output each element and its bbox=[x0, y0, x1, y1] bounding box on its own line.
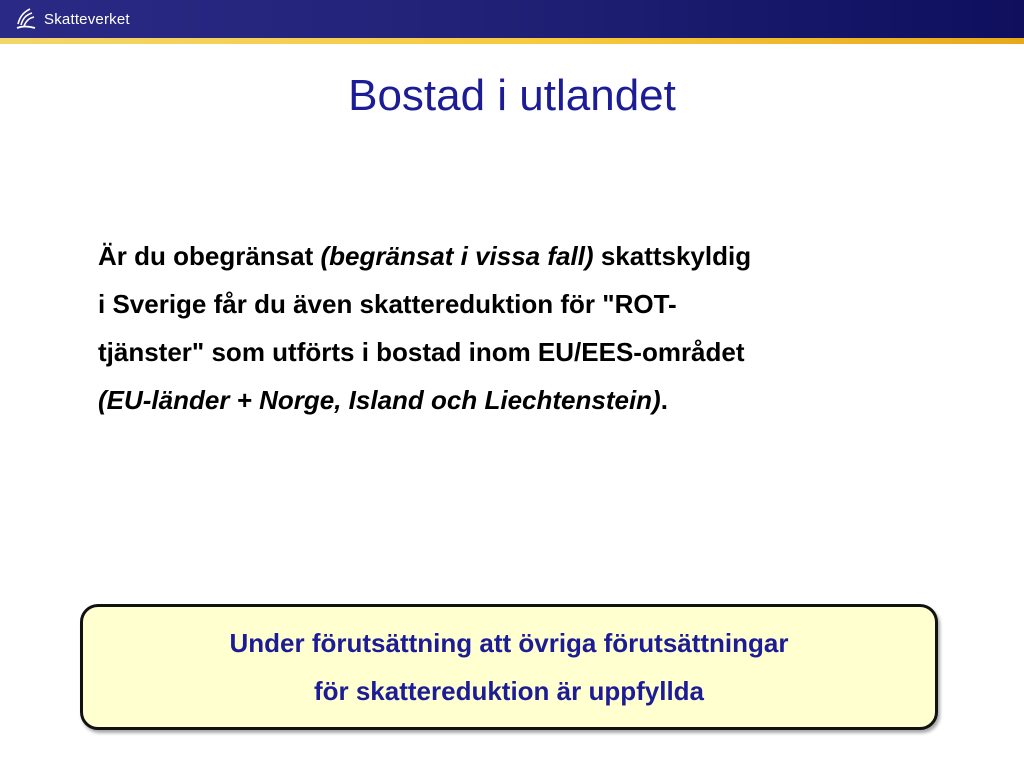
body-line-4-italic: (EU-länder + Norge, Island och Liechtenstein) bbox=[98, 385, 661, 415]
page-title: Bostad i utlandet bbox=[348, 71, 676, 120]
body-line-2: i Sverige får du även skattereduktion för "ROT- bbox=[98, 289, 677, 319]
body-line-4-end: . bbox=[660, 385, 668, 415]
body-line-1-italic: (begränsat i vissa fall) bbox=[320, 241, 594, 271]
body-line-4 bbox=[98, 376, 978, 424]
note-line-2: för skattereduktion är uppfyllda bbox=[313, 676, 705, 706]
skatteverket-crown-icon bbox=[14, 6, 38, 32]
logo bbox=[14, 5, 130, 33]
body-paragraph bbox=[98, 232, 978, 424]
note-line-1: Under förutsättning att övriga förutsättningar bbox=[229, 628, 789, 658]
body-line-3: tjänster" som utförts i bostad inom EU/EES-området bbox=[98, 337, 745, 367]
note-box bbox=[80, 604, 938, 730]
body-line-1-end: skattskyldig bbox=[593, 241, 752, 271]
logo-text: Skatteverket bbox=[44, 10, 130, 28]
body-line-1-start: Är du obegränsat bbox=[98, 241, 321, 271]
body-line-1 bbox=[98, 232, 978, 280]
header-stripe bbox=[0, 38, 1024, 44]
header-bar bbox=[0, 0, 1024, 38]
